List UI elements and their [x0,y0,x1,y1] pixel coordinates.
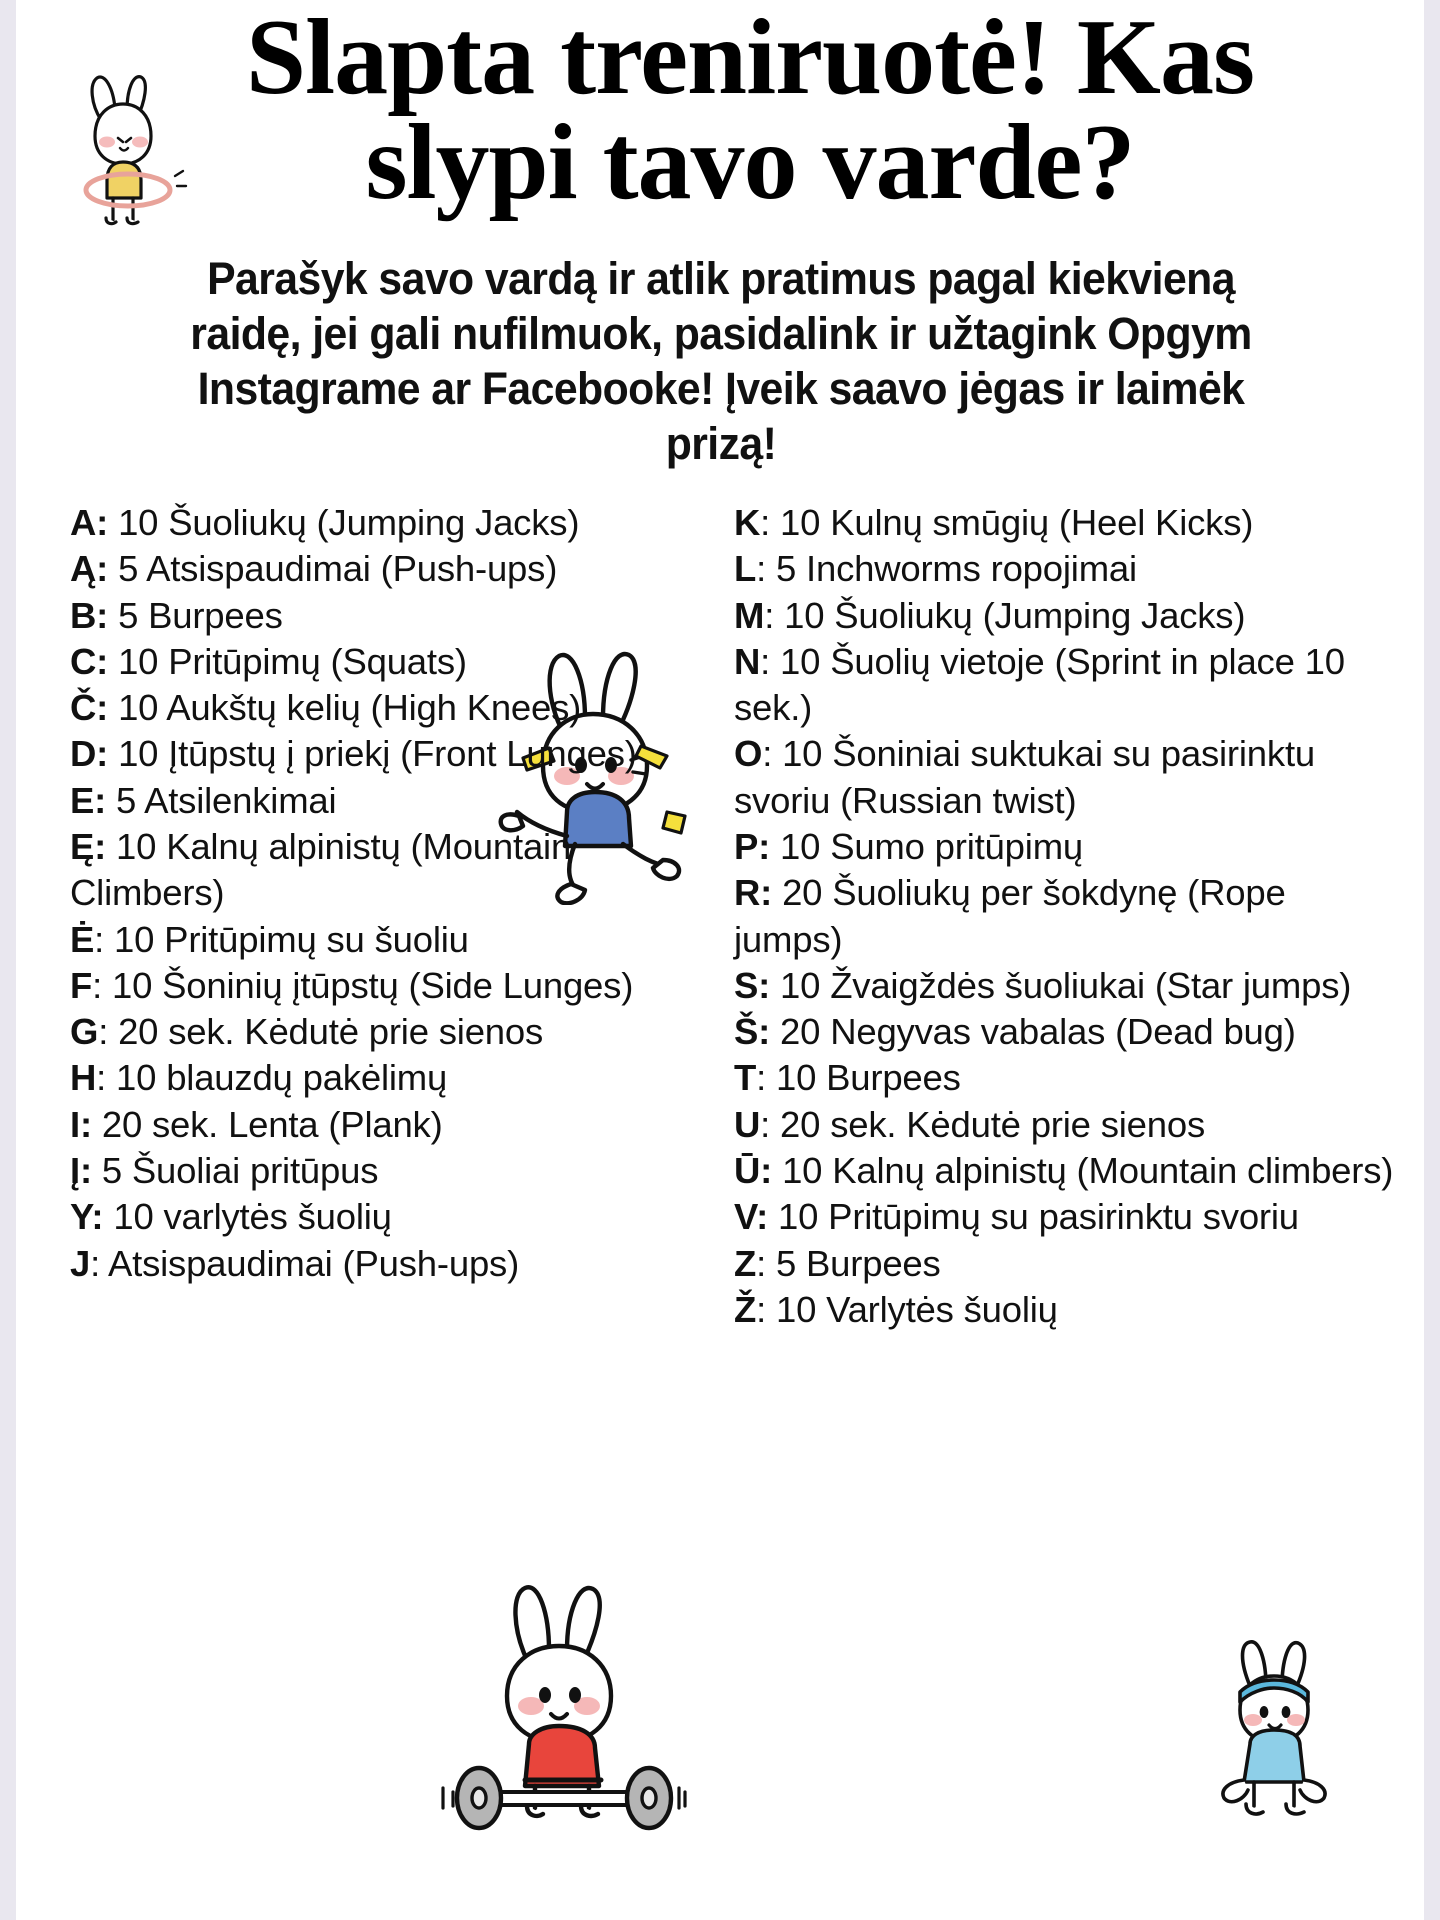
list-item-letter: P: [734,825,771,867]
list-item-letter: F [70,964,93,1006]
list-item [70,731,730,777]
list-item-text: : 10 Šuoliukų (Jumping Jacks) [764,594,1246,636]
list-item-text: : 10 blauzdų pakėlimų [96,1057,448,1099]
list-item-letter: Ū: [734,1149,773,1191]
list-item-letter: B: [70,594,109,636]
list-item [734,1194,1394,1240]
list-item-text: : Atsispaudimai (Push-ups) [90,1242,520,1284]
list-item-letter: N [734,640,761,682]
list-item-text: 5 Atsispaudimai (Push-ups) [108,548,558,590]
list-item-text: 10 varlytės šuolių [103,1196,392,1238]
poster-canvas [16,0,1424,1920]
list-item-letter: I: [70,1103,92,1145]
list-item [734,500,1394,546]
exercise-list-left [70,500,730,1287]
list-item [734,1009,1394,1055]
list-item-letter: H [70,1057,97,1099]
list-item [734,1241,1394,1287]
list-item-letter: Ą: [70,548,109,590]
list-item [734,1102,1394,1148]
list-item-text: 10 Kalnų alpinistų (Mountain climbers) [772,1149,1394,1191]
list-item [70,1241,730,1287]
list-item-text: 10 Pritūpimų su pasirinktu svoriu [768,1196,1299,1238]
weightlifting-bunny-icon [431,1580,696,1840]
list-item [734,870,1394,963]
list-item-text: : 10 Kulnų smūgių (Heel Kicks) [760,502,1254,543]
list-item [734,1287,1394,1333]
list-item [734,546,1394,592]
list-item-letter: Č: [70,687,109,729]
list-item-text: : 10 Šoninių įtūpstų (Side Lunges) [92,964,634,1006]
list-item-text: 20 Negyvas vabalas (Dead bug) [770,1011,1296,1053]
list-item-letter: C: [70,640,109,682]
list-item [70,1009,730,1055]
list-item-letter: A: [70,502,109,543]
list-item [70,639,730,685]
list-item [70,546,730,592]
list-item-letter: G [70,1011,99,1053]
list-item-text: 10 Įtūpstų į priekį (Front Lunges) [108,733,637,775]
list-item-letter: J [70,1242,91,1284]
list-item-text: 10 Pritūpimų (Squats) [108,640,467,682]
exercise-list-right [734,500,1394,1333]
list-item [734,639,1394,732]
list-item [70,1055,730,1101]
headband-bunny-icon [1206,1640,1341,1830]
list-item-text: 10 Aukštų kelių (High Knees) [108,687,582,729]
list-item-text: 5 Šuoliai pritūpus [91,1149,379,1191]
list-item-text: 10 Žvaigždės šuoliukai (Star jumps) [770,964,1352,1006]
list-item-letter: K [734,502,761,543]
list-item-letter: U [734,1103,761,1145]
list-item-letter: R: [734,872,773,914]
list-item [70,1102,730,1148]
list-item-letter: V: [734,1196,769,1238]
list-item-text: : 10 Varlytės šuolių [756,1288,1058,1330]
list-item-letter: Š: [734,1011,771,1053]
list-item-letter: O [734,733,763,775]
list-item [734,963,1394,1009]
hula-hoop-bunny-icon [61,68,199,228]
list-item-letter: E: [70,779,107,821]
list-item [734,1148,1394,1194]
list-item [70,685,730,731]
list-item-text: 10 Kalnų alpinistų (Mountain Climbers) [70,825,572,914]
list-item [734,1055,1394,1101]
list-item-letter: T [734,1057,757,1099]
list-item-text: 20 sek. Lenta (Plank) [91,1103,443,1145]
list-item [734,824,1394,870]
list-item [70,1194,730,1240]
list-item [70,917,730,963]
list-item-text: : 10 Burpees [756,1057,961,1099]
list-item-text: 5 Burpees [108,594,283,636]
list-item-text: : 10 Šuolių vietoje (Sprint in place 10 sek.) [734,640,1345,729]
list-item-text: : 5 Inchworms ropojimai [756,548,1137,590]
list-item-letter: Ė [70,918,95,960]
list-item [734,593,1394,639]
list-item [70,1148,730,1194]
list-item [70,593,730,639]
list-item-text: : 5 Burpees [756,1242,941,1284]
list-item [70,824,730,917]
title-line-2: slypi tavo varde? [365,102,1135,222]
list-item-text: 10 Šuoliukų (Jumping Jacks) [108,502,580,543]
list-item-text: 20 Šuoliukų per šokdynę (Rope jumps) [734,872,1286,960]
list-item-letter: D: [70,733,109,775]
list-item-text: : 10 Pritūpimų su šuoliu [94,918,469,960]
list-item-letter: Ž [734,1288,757,1330]
list-item-text: 5 Atsilenkimai [106,779,337,821]
list-item-text: : 20 sek. Kėdutė prie sienos [98,1011,544,1053]
list-item [734,731,1394,824]
list-item [70,500,730,546]
list-item-letter: Į: [70,1149,92,1191]
list-item-text: 10 Sumo pritūpimų [770,825,1083,867]
list-item-letter: L [734,548,757,590]
list-item-letter: M [734,594,765,636]
list-item [70,778,730,824]
poster-title [16,0,1424,222]
list-item-letter: Z [734,1242,757,1284]
list-item-text: : 10 Šoniniai suktukai su pasirinktu svoriu (Russian twist) [734,733,1315,821]
list-item [70,963,730,1009]
list-item-letter: S: [734,964,771,1006]
poster-subtitle: Parašyk savo vardą ir atlik pratimus pagal kiekvieną raidę, jei gali nufilmuok, pasidalink ir užtagink Opgym Instagrame ar Facebooke! Įveik saavo jėgas ir laimėk prizą! [190,253,1252,469]
title-line-1: Slapta treniruotė! Kas [246,0,1254,117]
list-item-letter: Ę: [70,825,107,867]
list-item-text: : 20 sek. Kėdutė prie sienos [760,1103,1206,1145]
list-item-letter: Y: [70,1196,104,1238]
